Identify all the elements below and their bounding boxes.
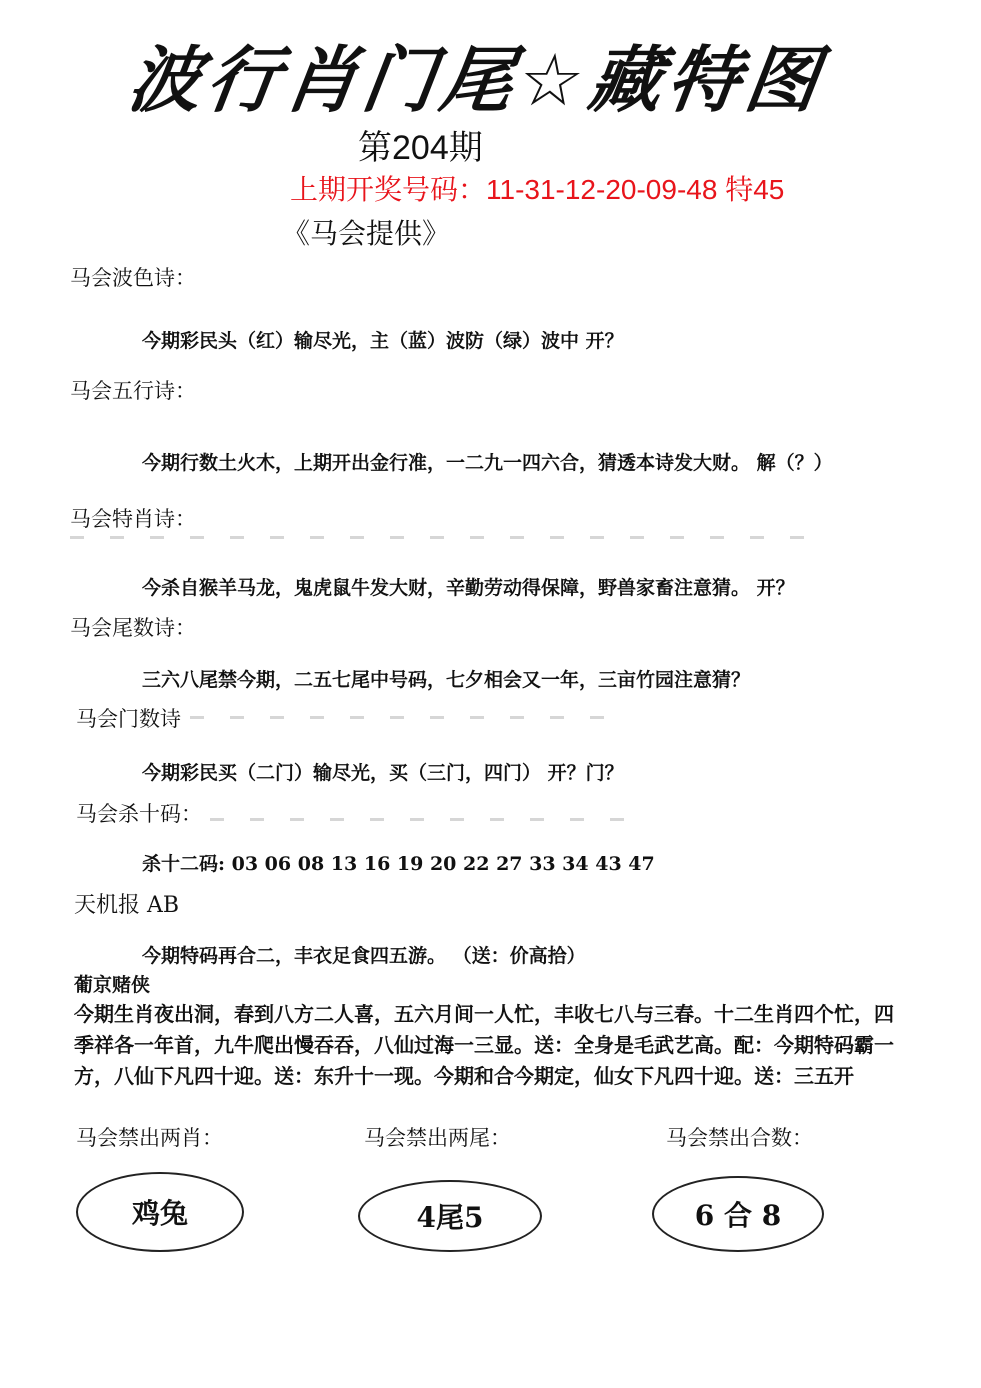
pujing-paragraph: 今期生肖夜出洞，春到八方二人喜，五六月间一人忙，丰收七八与三春。十二生肖四个忙，四季祥各一年首，九牛爬出慢吞吞，八仙过海一三显。送：全身是毛武艺高。配：今期特码霸一方，八仙下凡四十迎。送：东升十一现。今期和合今期定，仙女下凡四十迎。送：三五开 bbox=[74, 1002, 894, 1088]
ban-zodiac-oval bbox=[76, 1172, 244, 1252]
faint-divider bbox=[190, 716, 630, 719]
ban-zodiac-label: 马会禁出两肖： bbox=[76, 1126, 223, 1150]
ban-sum-label: 马会禁出合数： bbox=[666, 1126, 813, 1150]
faint-divider bbox=[210, 818, 630, 821]
ban-sum-oval bbox=[652, 1176, 824, 1252]
section-heading-tianji: 天机报 AB bbox=[74, 893, 180, 918]
section-heading-zodiac: 马会特肖诗： bbox=[70, 507, 196, 531]
page-title: 波行肖门尾☆藏特图 bbox=[123, 38, 830, 122]
faint-divider bbox=[70, 536, 830, 539]
last-draw-numbers: 上期开奖号码：11-31-12-20-09-48 特45 bbox=[290, 174, 785, 205]
section-text-gate: 今期彩民买（二门）输尽光，买（三门，四门） 开？门？ bbox=[142, 762, 624, 784]
issue-number: 第204期 bbox=[358, 129, 483, 167]
section-text-kill-ten: 杀十二码: 03 06 08 13 16 19 20 22 27 33 34 43 47 bbox=[142, 853, 655, 875]
pujing-heading: 葡京赌侠 bbox=[74, 974, 151, 996]
section-heading-kill-ten: 马会杀十码： bbox=[76, 802, 202, 826]
source-label: 《马会提供》 bbox=[282, 217, 451, 250]
section-heading-wave-color: 马会波色诗： bbox=[70, 266, 196, 290]
ban-zodiac-value: 鸡兔 bbox=[131, 1197, 188, 1230]
section-heading-five-elements: 马会五行诗： bbox=[70, 379, 196, 403]
section-text-five-elements: 今期行数土火木，上期开出金行准，一二九一四六合，猜透本诗发大财。 解（？） bbox=[142, 452, 833, 474]
section-heading-tail: 马会尾数诗： bbox=[70, 616, 196, 640]
section-text-zodiac: 今杀自猴羊马龙，鬼虎鼠牛发大财，辛勤劳动得保障，野兽家畜注意猜。 开？ bbox=[142, 577, 795, 599]
section-heading-gate: 马会门数诗 bbox=[76, 707, 181, 731]
ban-sum-value: 6 合 8 bbox=[694, 1199, 782, 1232]
section-text-wave-color: 今期彩民头（红）输尽光，主（蓝）波防（绿）波中 开？ bbox=[142, 330, 624, 352]
ban-tail-oval bbox=[358, 1180, 542, 1252]
ban-tail-value: 4尾5 bbox=[416, 1201, 484, 1234]
section-text-tianji: 今期特码再合二，丰衣足食四五游。 （送：价高拾） bbox=[142, 945, 586, 967]
ban-tail-label: 马会禁出两尾： bbox=[364, 1126, 511, 1150]
section-text-tail: 三六八尾禁今期，二五七尾中号码，七夕相会又一年，三亩竹园注意猜？ bbox=[142, 669, 751, 691]
